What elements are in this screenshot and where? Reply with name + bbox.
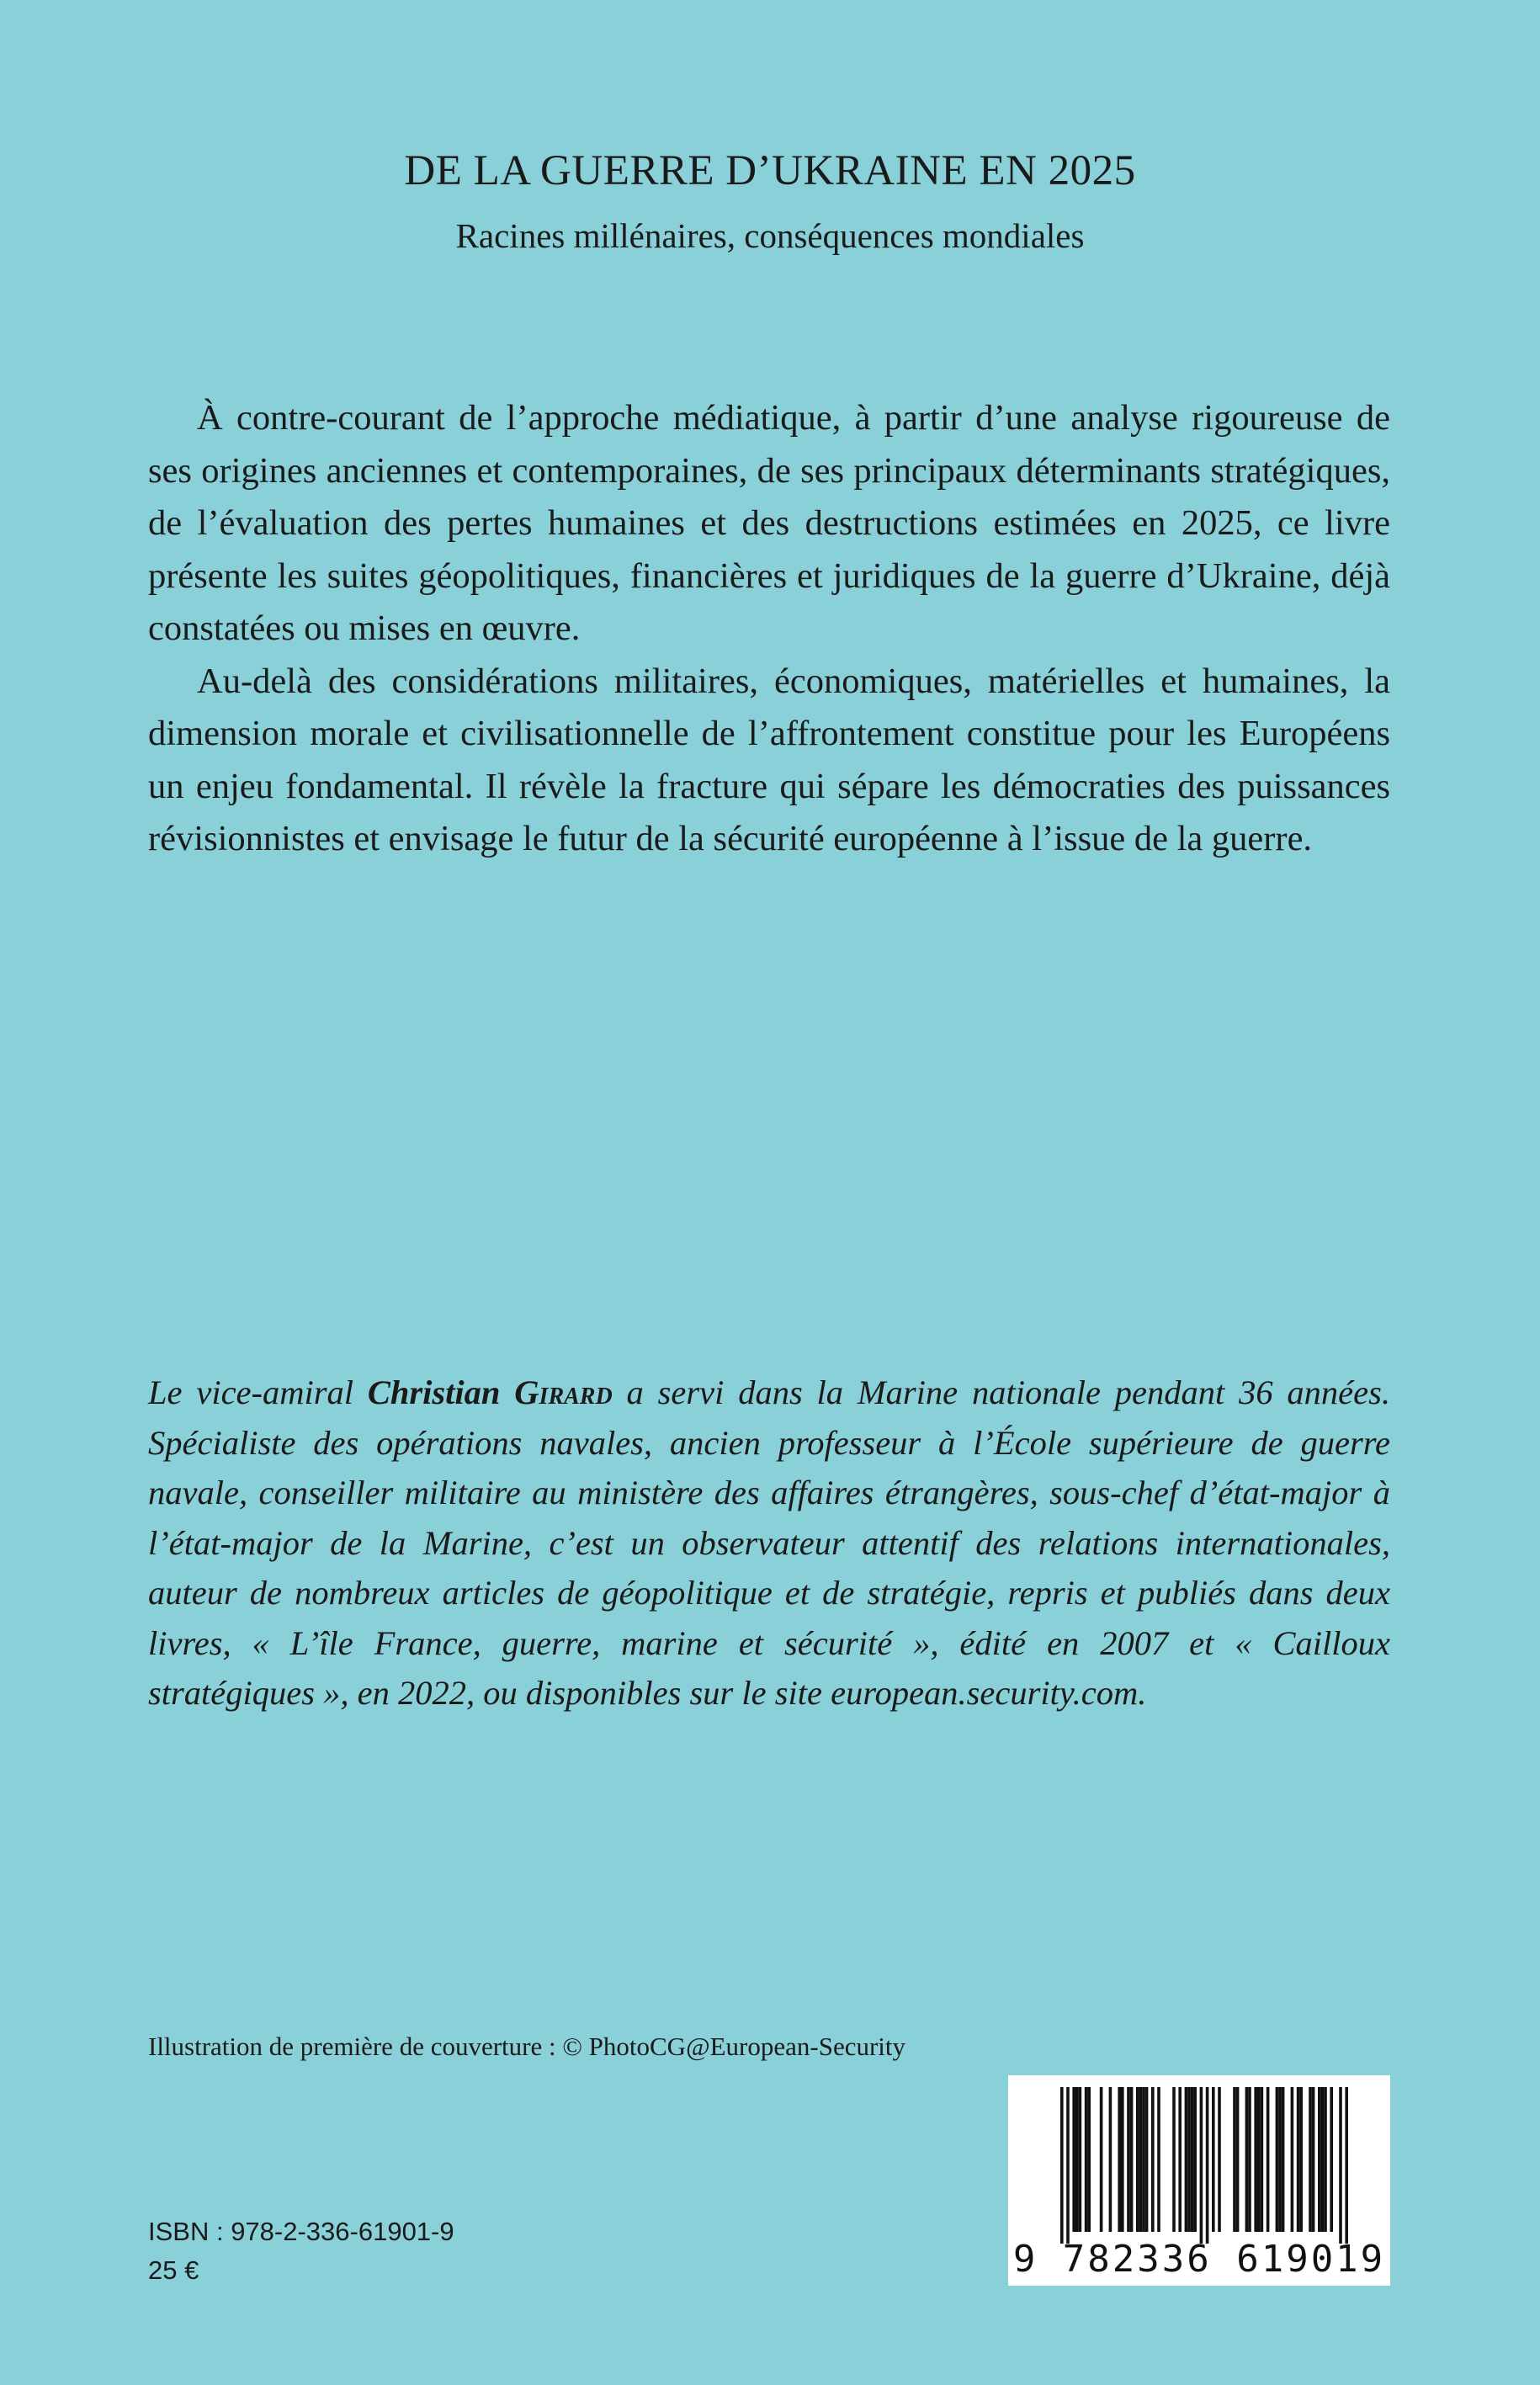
- barcode-bar: [1072, 2087, 1075, 2232]
- barcode-bar: [1267, 2087, 1270, 2232]
- barcode-bar: [1276, 2087, 1279, 2232]
- author-last-name: Girard: [514, 1373, 613, 1411]
- barcode-bar: [1233, 2087, 1236, 2232]
- barcode-bar: [1318, 2087, 1321, 2232]
- barcode-bar: [1297, 2087, 1300, 2232]
- synopsis-paragraph: Au-delà des considérations militaires, économiques, matérielles et humaines, la dimension morale et civilisationnelle de l’affrontement constitue pour les Européens un enjeu fondamental. Il révèle la fracture qui sépare les démocraties des puissances révisionnistes et envisage le futur de la sécurité européenne à l’issue de la guerre.: [148, 661, 1390, 858]
- barcode-bar: [1248, 2087, 1251, 2232]
- isbn: ISBN : 978-2-336-61901-9: [148, 2217, 454, 2246]
- barcode-bar: [1127, 2087, 1130, 2232]
- barcode-digits: 9 782336 619019: [1012, 2238, 1386, 2281]
- author-first-name: Christian: [367, 1373, 515, 1411]
- barcode-bar: [1087, 2087, 1091, 2232]
- barcode-bar: [1066, 2087, 1070, 2244]
- barcode-bar: [1309, 2087, 1312, 2232]
- book-subtitle: Racines millénaires, conséquences mondiales: [455, 216, 1085, 255]
- barcode-bar: [1278, 2087, 1282, 2232]
- price: 25 €: [148, 2255, 199, 2285]
- barcode-bar: [1254, 2087, 1257, 2232]
- barcode-bar: [1136, 2087, 1139, 2232]
- barcode-bar: [1330, 2087, 1333, 2232]
- barcode-bar: [1109, 2087, 1113, 2232]
- barcode-bar: [1345, 2087, 1348, 2244]
- author-name: [368, 1373, 613, 1411]
- barcode-bar: [1142, 2087, 1145, 2232]
- barcode-bar: [1324, 2087, 1327, 2232]
- barcode-bar: [1191, 2087, 1194, 2232]
- barcode-bar: [1172, 2087, 1176, 2232]
- barcode-bars: [1008, 2075, 1390, 2244]
- barcode-bar: [1157, 2087, 1160, 2232]
- barcode-bar: [1200, 2087, 1203, 2244]
- barcode-bar: [1257, 2087, 1261, 2232]
- barcode-bar: [1178, 2087, 1182, 2232]
- barcode-bar: [1100, 2087, 1103, 2232]
- bio-text: a servi dans la Marine nationale pendant 36 années. Spécialiste des opérations navales, ancien professeur à l’École supérieure de guerre navale, conseiller militaire au ministère des affaires étrangères, sous-chef d’état-major à l’état-major de la Marine, c’est un observateur attentif des relations internationales, auteur de nombreux articles de géopolitique et de stratégie, repris et publiés dans deux livres, « L’île France, guerre, marine et sécurité », édité en 2007 et « Cailloux stratégiques », en 2022, ou disponibles sur le site european.security.com.: [148, 1373, 1391, 1712]
- barcode-bar: [1118, 2087, 1121, 2232]
- author-bio: [148, 1368, 1390, 1718]
- barcode-bar: [1121, 2087, 1124, 2232]
- barcode-bar: [1193, 2087, 1197, 2232]
- barcode-bar: [1079, 2087, 1082, 2232]
- barcode-bar: [1130, 2087, 1134, 2232]
- book-title: DE LA GUERRE D’UKRAINE EN 2025: [404, 147, 1136, 194]
- barcode-bar: [1339, 2087, 1342, 2244]
- barcode-bar: [1060, 2087, 1064, 2244]
- barcode-bar: [1245, 2087, 1249, 2232]
- barcode-bar: [1291, 2087, 1294, 2232]
- barcode-bar: [1151, 2087, 1155, 2232]
- barcode-bar: [1187, 2087, 1191, 2232]
- barcode: [1008, 2075, 1390, 2286]
- synopsis: [148, 392, 1390, 866]
- barcode-bar: [1139, 2087, 1143, 2232]
- barcode-bar: [1075, 2087, 1079, 2232]
- barcode-bar: [1312, 2087, 1315, 2232]
- barcode-bar: [1218, 2087, 1221, 2232]
- barcode-bar: [1212, 2087, 1215, 2232]
- synopsis-paragraph: À contre-courant de l’approche médiatique, à partir d’une analyse rigoureuse de ses origines anciennes et contemporaines, de ses principaux déterminants stratégiques, de l’évaluation des pertes humaines et des destructions estimées en 2025, ce livre présente les suites géopolitiques, financières et juridiques de la guerre d’Ukraine, déjà constatées ou mises en œuvre.: [148, 398, 1390, 648]
- barcode-bar: [1236, 2087, 1240, 2232]
- barcode-bar: [1261, 2087, 1264, 2232]
- illustration-credit: Illustration de première de couverture : © PhotoCG@European-Security: [148, 2032, 906, 2061]
- barcode-bar: [1206, 2087, 1209, 2244]
- barcode-bar: [1085, 2087, 1088, 2232]
- barcode-bar: [1321, 2087, 1325, 2232]
- barcode-bar: [1145, 2087, 1149, 2232]
- barcode-bar: [1185, 2087, 1188, 2232]
- barcode-bar: [1299, 2087, 1303, 2232]
- barcode-bar: [1282, 2087, 1285, 2232]
- bio-prefix: Le vice-amiral: [148, 1373, 368, 1411]
